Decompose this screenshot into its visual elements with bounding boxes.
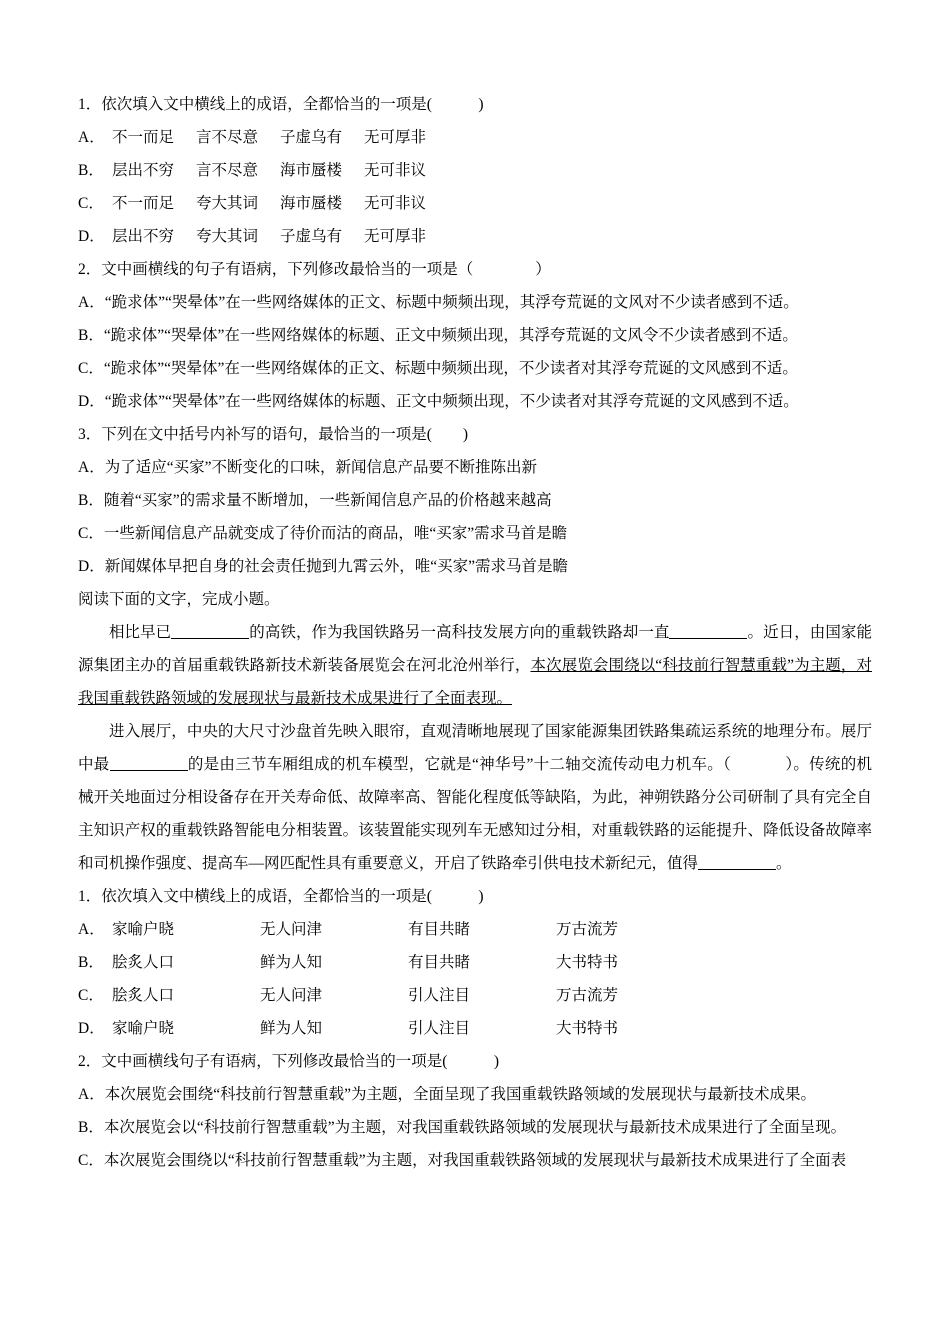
passage-paragraph-1 <box>78 616 872 715</box>
option-text: 本次展览会以“科技前行智慧重载”为主题，对我国重载铁路领域的发展现状与最新技术成果进行了全面呈现。 <box>103 1119 847 1136</box>
option-label: B． <box>78 954 104 971</box>
fill-blank <box>110 770 188 771</box>
option-cell: 家喻户晓 <box>112 921 175 938</box>
option-cell: 引人注目 <box>408 987 471 1004</box>
passage-question-2-option-c[interactable] <box>78 1144 872 1177</box>
option-text: “跪求体”“哭晕体”在一些网络媒体的标题、正文中频频出现，不少读者对其浮夸荒诞的文风感到不适。 <box>104 393 799 410</box>
question-1-option-d[interactable] <box>78 220 872 253</box>
option-cell: 夸大其词 <box>196 195 259 212</box>
passage-text: 相比早已 <box>109 624 172 641</box>
option-cell: 鲜为人知 <box>260 954 323 971</box>
fill-blank <box>171 638 249 639</box>
passage-text: 。近日，由国家能源集团主办的首届重载铁路新技术新装备展览会在河北沧州举行， <box>78 624 872 674</box>
option-label: A． <box>78 129 105 146</box>
option-cell: 海市蜃楼 <box>280 195 343 212</box>
option-cell: 有目共睹 <box>408 954 471 971</box>
option-cell: 有目共睹 <box>408 921 471 938</box>
option-cell: 无可非议 <box>364 162 427 179</box>
option-cell: 引人注目 <box>408 1020 471 1037</box>
passage-question-1-option-d[interactable] <box>78 1012 872 1045</box>
option-cell: 脍炙人口 <box>112 987 175 1004</box>
option-cell: 脍炙人口 <box>112 954 175 971</box>
option-label: B． <box>78 1119 104 1136</box>
option-cell: 夸大其词 <box>196 228 259 245</box>
passage-text: 。 <box>776 855 792 872</box>
fill-blank <box>669 638 747 639</box>
passage-question-2-option-b[interactable] <box>78 1111 872 1144</box>
option-label: C． <box>78 525 104 542</box>
question-3-option-a[interactable] <box>78 451 872 484</box>
passage-text: 的是由三节车厢组成的机车模型，它就是“神华号”十二轴交流传动电力机车。（ <box>187 756 732 773</box>
option-cell: 无人问津 <box>260 987 323 1004</box>
option-text: “跪求体”“哭晕体”在一些网络媒体的正文、标题中频频出现，不少读者对其浮夸荒诞的文风感到不适。 <box>103 360 798 377</box>
option-cell: 海市蜃楼 <box>280 162 343 179</box>
question-2-option-d[interactable] <box>78 385 872 418</box>
option-cell: 不一而足 <box>112 195 175 212</box>
option-cell: 万古流芳 <box>556 987 619 1004</box>
option-cell: 层出不穷 <box>112 162 175 179</box>
question-3-stem: 3．下列在文中括号内补写的语句，最恰当的一项是( ) <box>78 426 469 443</box>
option-cell: 家喻户晓 <box>112 1020 175 1037</box>
question-2-stem: 2．文中画横线的句子有语病，下列修改最恰当的一项是（ ） <box>78 261 551 278</box>
option-text: 新闻媒体早把自身的社会责任抛到九霄云外，唯“买家”需求马首是瞻 <box>104 558 568 575</box>
option-label: A． <box>78 921 105 938</box>
option-cell: 不一而足 <box>112 129 175 146</box>
option-cell: 无可厚非 <box>364 129 427 146</box>
option-cell: 无人问津 <box>260 921 323 938</box>
option-text: 本次展览会围绕以“科技前行智慧重载”为主题，对我国重载铁路领域的发展现状与最新技术成果进行了全面表 <box>103 1152 847 1169</box>
option-label: C． <box>78 360 104 377</box>
option-cell: 言不尽意 <box>196 162 259 179</box>
option-label: B． <box>78 492 104 509</box>
option-cell: 无可厚非 <box>364 228 427 245</box>
option-label: B． <box>78 327 104 344</box>
option-text: 一些新闻信息产品就变成了待价而沽的商品，唯“买家”需求马首是瞻 <box>103 525 568 542</box>
option-label: D． <box>78 558 105 575</box>
option-cell: 子虚乌有 <box>280 228 343 245</box>
question-2-option-c[interactable] <box>78 352 872 385</box>
question-1-option-c[interactable] <box>78 187 872 220</box>
passage-text: 的高铁，作为我国铁路另一高科技发展方向的重载铁路却一直 <box>249 624 670 641</box>
option-text: “跪求体”“哭晕体”在一些网络媒体的正文、标题中频频出现，其浮夸荒诞的文风对不少读者感到不适。 <box>104 294 799 311</box>
option-label: B． <box>78 162 104 179</box>
passage-text: ）。传统的机械开关地面过分相设备存在开关寿命低、故障率高、智能化程度低等缺陷，为此，神朔铁路分公司研制了具有完全自主知识产权的重载铁路智能电分相装置。该装置能实现列车无感知过分相，对重载铁路的运能提升、降低设备故障率和司机操作强度、提高车—网匹配性具有重要意义，开启了铁路牵引供电技术新纪元，值得 <box>78 756 872 872</box>
option-cell: 大书特书 <box>556 1020 619 1037</box>
option-cell: 大书特书 <box>556 954 619 971</box>
option-cell: 层出不穷 <box>112 228 175 245</box>
option-label: C． <box>78 1152 104 1169</box>
passage-question-2-option-a[interactable] <box>78 1078 872 1111</box>
question-1-stem: 1．依次填入文中横线上的成语，全都恰当的一项是( ) <box>78 96 484 113</box>
option-cell: 万古流芳 <box>556 921 619 938</box>
passage-question-1-option-b[interactable] <box>78 946 872 979</box>
reading-prompt: 阅读下面的文字，完成小题。 <box>78 591 280 608</box>
question-2-option-a[interactable] <box>78 286 872 319</box>
passage-question-1-option-c[interactable] <box>78 979 872 1012</box>
option-cell: 子虚乌有 <box>280 129 343 146</box>
option-label: C． <box>78 195 104 212</box>
fill-blank <box>698 869 776 870</box>
option-cell: 言不尽意 <box>196 129 259 146</box>
option-label: D． <box>78 228 105 245</box>
option-label: C． <box>78 987 104 1004</box>
question-3-option-d[interactable] <box>78 550 872 583</box>
option-label: A． <box>78 1086 105 1103</box>
option-cell: 无可非议 <box>364 195 427 212</box>
question-1-option-a[interactable] <box>78 121 872 154</box>
option-label: D． <box>78 393 105 410</box>
option-text: 本次展览会围绕“科技前行智慧重载”为主题，全面呈现了我国重载铁路领域的发展现状与最新技术成果。 <box>104 1086 816 1103</box>
passage-underlined-sentence: 本次展览会围绕以“科技前行智慧重载”为主题，对我国重载铁路领域的发展现状与最新技术成果进行了全面表现。 <box>78 657 872 707</box>
option-label: A． <box>78 459 105 476</box>
passage-question-1-stem: 1．依次填入文中横线上的成语，全都恰当的一项是( ) <box>78 888 484 905</box>
option-label: A． <box>78 294 105 311</box>
passage-question-1-option-a[interactable] <box>78 913 872 946</box>
passage-question-2-stem: 2．文中画横线句子有语病，下列修改最恰当的一项是( ) <box>78 1053 500 1070</box>
question-3-option-b[interactable] <box>78 484 872 517</box>
option-text: “跪求体”“哭晕体”在一些网络媒体的标题、正文中频频出现，其浮夸荒诞的文风令不少读者感到不适。 <box>103 327 798 344</box>
passage-paragraph-2 <box>78 715 872 880</box>
option-cell: 鲜为人知 <box>260 1020 323 1037</box>
option-label: D． <box>78 1020 105 1037</box>
option-text: 随着“买家”的需求量不断增加，一些新闻信息产品的价格越来越高 <box>103 492 552 509</box>
question-1-option-b[interactable] <box>78 154 872 187</box>
passage-text: 进入展厅，中央的大尺寸沙盘首先映入眼帘，直观清晰地展现了国家能源集团铁路集疏运系统的地理分布。展厅中最 <box>78 723 872 773</box>
option-text: 为了适应“买家”不断变化的口味，新闻信息产品要不断推陈出新 <box>104 459 537 476</box>
question-2-option-b[interactable] <box>78 319 872 352</box>
question-3-option-c[interactable] <box>78 517 872 550</box>
